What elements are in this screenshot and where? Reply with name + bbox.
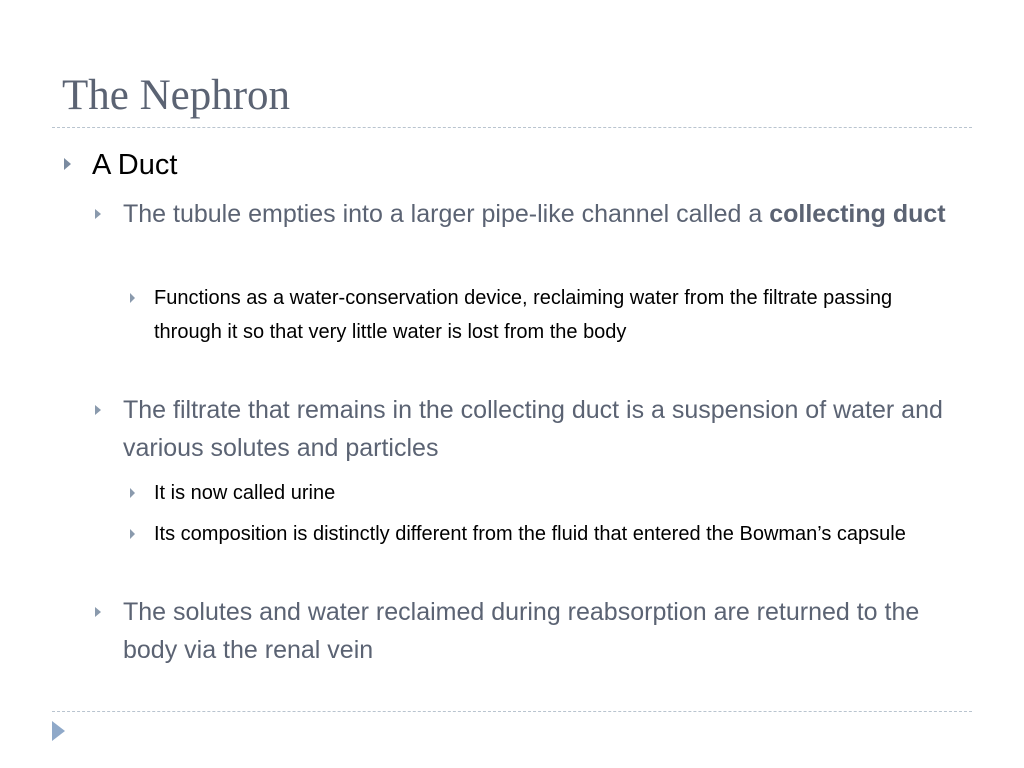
bullet-text (123, 195, 953, 233)
bullet-text: It is now called urine (154, 482, 336, 504)
bullet-text: A Duct (92, 149, 178, 181)
triangle-bullet-icon (130, 488, 135, 498)
footer-divider (52, 711, 972, 712)
slide-title: The Nephron (62, 72, 291, 119)
triangle-bullet-icon (95, 405, 101, 415)
bullet-tubule-empties (93, 195, 953, 233)
triangle-bullet-icon (130, 293, 135, 303)
bullet-water-conservation (129, 281, 949, 349)
bullet-text: Its composition is distinctly different from the fluid that entered the Bowman’s capsule (154, 523, 906, 545)
bullet-text: The filtrate that remains in the collecting duct is a suspension of water and various solutes and particles (123, 396, 943, 462)
bullet-text: The solutes and water reclaimed during reabsorption are returned to the body via the renal vein (123, 598, 920, 664)
bullet-text: Functions as a water-conservation device, reclaiming water from the filtrate passing through it so that very little water is lost from the body (154, 287, 893, 343)
triangle-bullet-icon (130, 529, 135, 539)
triangle-bullet-icon (64, 158, 71, 170)
play-arrow-icon (52, 721, 65, 741)
bullet-filtrate-remains (93, 391, 953, 467)
bullet-a-duct (62, 146, 962, 184)
bullet-text-bold: collecting duct (769, 200, 946, 228)
bullet-text-plain: The tubule empties into a larger pipe-like channel called a (123, 200, 770, 228)
triangle-bullet-icon (95, 209, 101, 219)
bullet-solutes-returned (93, 593, 953, 669)
triangle-bullet-icon (95, 607, 101, 617)
bullet-composition (129, 517, 949, 551)
bullet-called-urine (129, 476, 949, 510)
